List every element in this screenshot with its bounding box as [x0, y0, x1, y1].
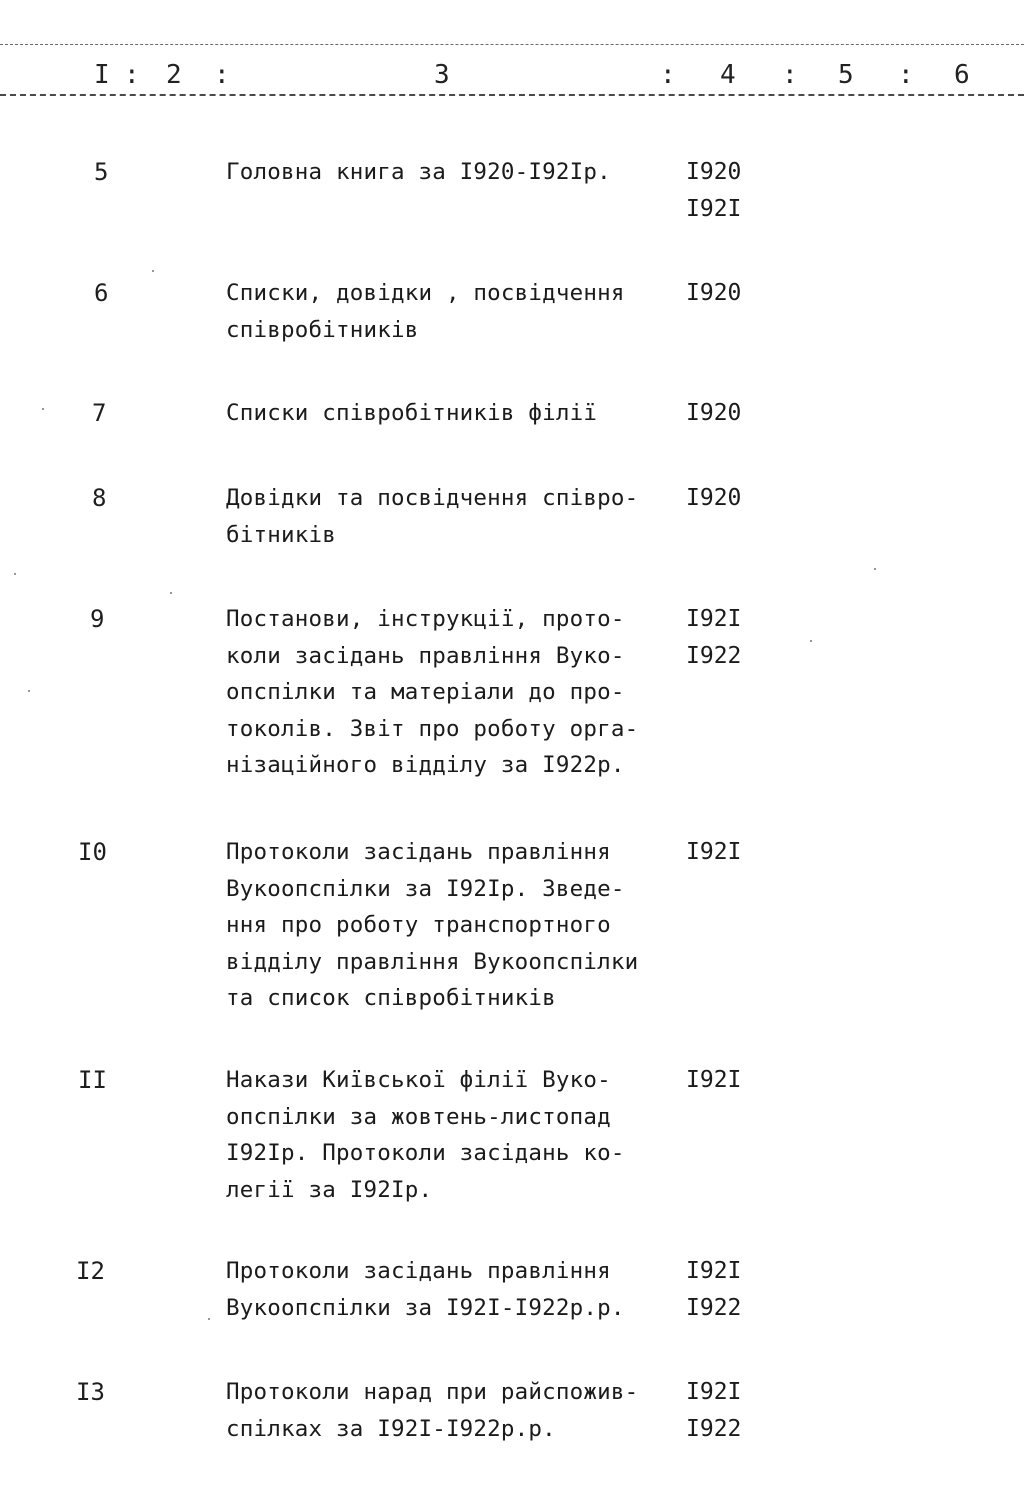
row-title: [226, 275, 686, 348]
title-line: Списки, довідки , посвідчення: [226, 280, 625, 306]
row-years: [686, 601, 776, 675]
title-line: токолів. Звіт про роботу орга-: [226, 715, 639, 742]
row-number: 9: [90, 605, 105, 633]
scan-speck: [14, 573, 16, 575]
title-line: Накази Київської філії Вуко-: [226, 1067, 611, 1093]
scan-speck: [170, 592, 172, 594]
scan-speck: [28, 690, 30, 692]
year: I92I: [686, 196, 742, 222]
year: I92I: [686, 606, 742, 632]
title-line: Головна книга за I920-I92Iр.: [226, 159, 611, 185]
row-title: [226, 601, 686, 784]
column-separator: :: [124, 60, 140, 90]
year: I92I: [686, 1379, 742, 1405]
header-bottom-rule: [0, 94, 1024, 96]
year: I920: [686, 485, 742, 511]
scan-speck: [152, 270, 154, 272]
row-years: [686, 480, 776, 517]
title-line: бітників: [226, 521, 336, 548]
scan-speck: [208, 1318, 210, 1320]
row-years: [686, 1374, 776, 1448]
column-separator: :: [898, 60, 914, 90]
row-years: [686, 154, 776, 228]
title-line: Протоколи нарад при райспожив-: [226, 1379, 639, 1405]
title-line: Вукоопспілки за I92Iр. Зведе-: [226, 875, 625, 902]
row-years: [686, 1253, 776, 1327]
title-line: Списки співробітників філії: [226, 400, 598, 426]
row-number: 5: [94, 158, 109, 186]
year: I920: [686, 400, 742, 426]
title-line: та список співробітників: [226, 985, 556, 1011]
year: I92I: [686, 839, 742, 865]
year: I922: [686, 643, 742, 669]
row-title: [226, 395, 686, 432]
scan-speck: [874, 568, 876, 570]
title-line: Вукоопспілки за I92I-I922р.р.: [226, 1294, 625, 1321]
header-top-rule: [0, 44, 1024, 45]
year: I920: [686, 280, 742, 306]
title-line: легії за I92Iр.: [226, 1176, 433, 1203]
year: I922: [686, 1416, 742, 1442]
column-separator: :: [214, 60, 230, 90]
column-header-1: I: [94, 60, 110, 90]
row-number: I3: [76, 1378, 105, 1406]
row-title: [226, 1062, 686, 1208]
row-number: 7: [92, 399, 107, 427]
column-separator: :: [782, 60, 798, 90]
title-line: відділу правління Вукоопспілки: [226, 948, 639, 975]
title-line: коли засідань правління Вуко-: [226, 642, 625, 669]
row-number: I2: [76, 1257, 105, 1285]
title-line: ння про роботу транспортного: [226, 912, 611, 938]
row-title: [226, 834, 686, 1017]
title-line: Довідки та посвідчення співро-: [226, 485, 639, 511]
row-title: [226, 154, 686, 191]
column-header-6: 6: [954, 60, 970, 90]
year: I920: [686, 159, 742, 185]
scan-speck: [810, 640, 812, 642]
year: I922: [686, 1295, 742, 1321]
year: I92I: [686, 1067, 742, 1093]
title-line: Постанови, інструкції, прото-: [226, 606, 625, 632]
column-separator: :: [660, 60, 676, 90]
title-line: нізаційного відділу за I922р.: [226, 752, 625, 778]
row-years: [686, 395, 776, 432]
row-number: 6: [94, 279, 109, 307]
row-years: [686, 1062, 776, 1099]
title-line: Протоколи засідань правління: [226, 1258, 611, 1284]
row-number: 8: [92, 484, 107, 512]
scan-speck: [42, 408, 44, 410]
row-number: I0: [78, 838, 107, 866]
row-years: [686, 834, 776, 871]
row-title: [226, 1253, 686, 1326]
title-line: спілках за I92I-I922р.р.: [226, 1415, 556, 1442]
title-line: опспілки та матеріали до про-: [226, 679, 625, 705]
column-header-5: 5: [838, 60, 854, 90]
row-number: II: [78, 1066, 107, 1094]
column-header-2: 2: [166, 60, 182, 90]
column-header-3: 3: [434, 60, 450, 90]
title-line: опспілки за жовтень-листопад: [226, 1103, 611, 1130]
row-years: [686, 275, 776, 312]
title-line: Протоколи засідань правління: [226, 839, 611, 865]
column-header-4: 4: [720, 60, 736, 90]
year: I92I: [686, 1258, 742, 1284]
row-title: [226, 1374, 686, 1447]
row-title: [226, 480, 686, 553]
title-line: I92Iр. Протоколи засідань ко-: [226, 1140, 625, 1166]
title-line: співробітників: [226, 316, 419, 343]
